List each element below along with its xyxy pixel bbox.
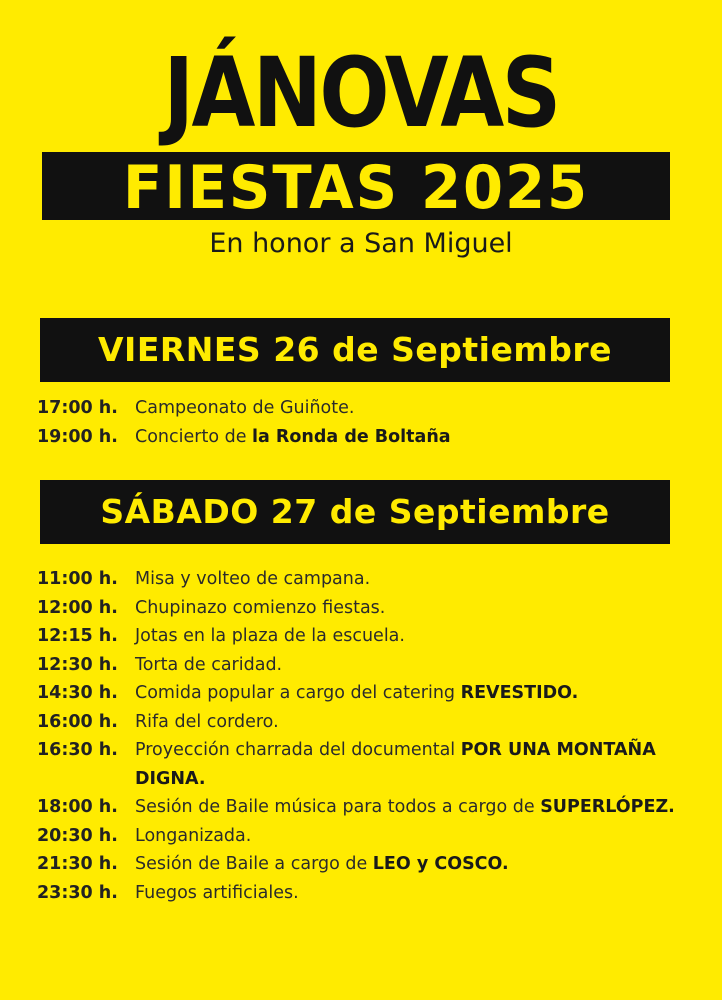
schedule-row [37, 594, 702, 623]
schedule-saturday [37, 565, 702, 907]
event-time: 16:30 h. [37, 740, 118, 760]
event-description: Concierto de la Ronda de Boltaña [135, 426, 451, 447]
schedule-row [37, 708, 702, 737]
event-time: 12:30 h. [37, 654, 118, 675]
event-description: Longanizada. [135, 825, 252, 846]
schedule-row [37, 822, 702, 851]
event-description: Misa y volteo de campana. [135, 569, 371, 589]
event-subtitle: FIESTAS 2025 [123, 153, 589, 223]
event-time: 11:00 h. [37, 569, 118, 589]
schedule-row [37, 622, 702, 651]
event-description: Chupinazo comienzo fiestas. [135, 597, 386, 618]
schedule-row [37, 679, 702, 708]
event-time: 14:30 h. [37, 683, 118, 703]
schedule-row [37, 736, 702, 793]
event-description: Sesión de Baile a cargo de LEO y COSCO. [135, 854, 509, 874]
event-time: 16:00 h. [37, 711, 118, 732]
day-header-saturday: SÁBADO 27 de Septiembre [40, 480, 670, 544]
schedule-row [37, 793, 702, 822]
event-time: 23:30 h. [37, 882, 118, 903]
event-description: Jotas en la plaza de la escuela. [135, 626, 405, 646]
event-description: Comida popular a cargo del catering REVESTIDO. [135, 683, 579, 703]
event-description: Fuegos artificiales. [135, 882, 299, 903]
schedule-row [37, 423, 702, 452]
schedule-row [37, 651, 702, 680]
event-description: Sesión de Baile música para todos a cargo de SUPERLÓPEZ. [135, 797, 675, 817]
event-time: 17:00 h. [37, 398, 118, 418]
event-description: Proyección charrada del documental POR UNA MONTAÑA DIGNA. [135, 740, 656, 789]
event-description: Campeonato de Guiñote. [135, 398, 355, 418]
event-title: JÁNOVAS [163, 37, 559, 149]
schedule-friday [37, 394, 702, 451]
honor-line: En honor a San Miguel [209, 228, 513, 259]
event-description: Torta de caridad. [135, 654, 283, 675]
event-time: 21:30 h. [37, 854, 118, 874]
event-time: 19:00 h. [37, 426, 118, 447]
event-time: 12:15 h. [37, 626, 118, 646]
event-time: 12:00 h. [37, 597, 118, 618]
event-description: Rifa del cordero. [135, 711, 279, 732]
event-time: 20:30 h. [37, 825, 118, 846]
schedule-row [37, 565, 702, 594]
schedule-row [37, 850, 702, 879]
event-time: 18:00 h. [37, 797, 118, 817]
day-header-friday: VIERNES 26 de Septiembre [40, 318, 670, 382]
schedule-row [37, 394, 702, 423]
schedule-row [37, 879, 702, 908]
